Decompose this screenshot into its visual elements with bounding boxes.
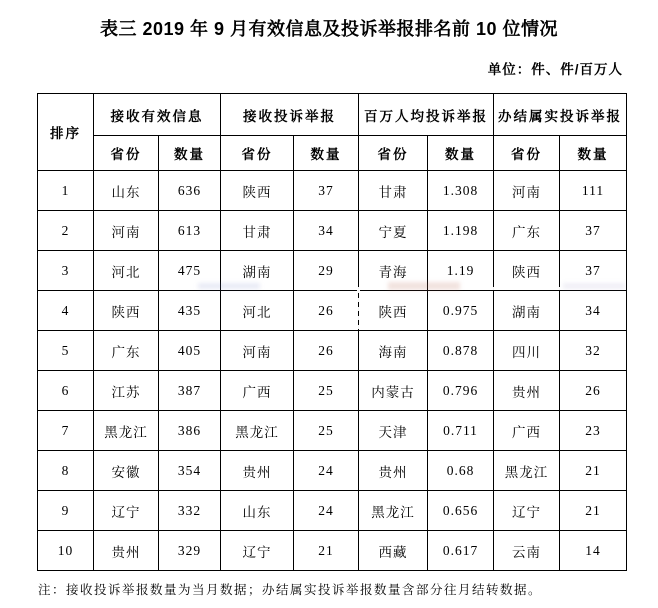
table-body (38, 171, 627, 571)
count-cell: 329 (159, 531, 221, 571)
province-cell: 黑龙江 (221, 411, 294, 451)
count-cell: 21 (560, 491, 627, 531)
province-cell: 天津 (359, 411, 428, 451)
province-cell: 湖南 (221, 251, 294, 291)
count-cell: 0.975 (428, 291, 494, 331)
province-cell: 河北 (221, 291, 294, 331)
header-group-per-million: 百万人均投诉举报 (359, 94, 494, 136)
count-cell: 0.68 (428, 451, 494, 491)
province-cell: 黑龙江 (359, 491, 428, 531)
table-row (38, 171, 627, 211)
header-group-row (38, 94, 627, 136)
province-cell: 云南 (494, 531, 560, 571)
count-cell: 21 (560, 451, 627, 491)
table-row (38, 251, 627, 291)
count-cell: 37 (560, 251, 627, 291)
count-cell: 475 (159, 251, 221, 291)
province-cell: 陕西 (94, 291, 159, 331)
province-cell: 甘肃 (359, 171, 428, 211)
header-sub-row (38, 136, 627, 171)
count-cell: 613 (159, 211, 221, 251)
count-cell: 354 (159, 451, 221, 491)
province-cell: 甘肃 (221, 211, 294, 251)
subheader-count: 数量 (428, 136, 494, 171)
province-cell: 河南 (221, 331, 294, 371)
subheader-province: 省份 (94, 136, 159, 171)
province-cell: 贵州 (221, 451, 294, 491)
count-cell: 0.656 (428, 491, 494, 531)
province-cell: 黑龙江 (94, 411, 159, 451)
province-cell: 河南 (494, 171, 560, 211)
table-row (38, 531, 627, 571)
province-cell: 贵州 (494, 371, 560, 411)
subheader-province: 省份 (221, 136, 294, 171)
rank-cell: 9 (38, 491, 94, 531)
province-cell: 广西 (494, 411, 560, 451)
rank-cell: 1 (38, 171, 94, 211)
province-cell: 陕西 (359, 291, 428, 331)
count-cell: 34 (294, 211, 359, 251)
count-cell: 386 (159, 411, 221, 451)
province-cell: 广东 (494, 211, 560, 251)
subheader-count: 数量 (159, 136, 221, 171)
province-cell: 河北 (94, 251, 159, 291)
count-cell: 0.796 (428, 371, 494, 411)
count-cell: 25 (294, 371, 359, 411)
count-cell: 37 (560, 211, 627, 251)
province-cell: 四川 (494, 331, 560, 371)
province-cell: 广西 (221, 371, 294, 411)
rank-cell: 4 (38, 291, 94, 331)
table-row (38, 411, 627, 451)
province-cell: 贵州 (94, 531, 159, 571)
province-cell: 江苏 (94, 371, 159, 411)
rank-cell: 5 (38, 331, 94, 371)
province-cell: 安徽 (94, 451, 159, 491)
province-cell: 河南 (94, 211, 159, 251)
table-row (38, 491, 627, 531)
header-group-valid-info: 接收有效信息 (94, 94, 221, 136)
rank-cell: 10 (38, 531, 94, 571)
footnote: 注：接收投诉举报数量为当月数据；办结属实投诉举报数量含部分往月结转数据。 (38, 583, 543, 597)
count-cell: 0.711 (428, 411, 494, 451)
subheader-province: 省份 (359, 136, 428, 171)
table-row (38, 451, 627, 491)
province-cell: 宁夏 (359, 211, 428, 251)
count-cell: 26 (294, 291, 359, 331)
province-cell: 陕西 (494, 251, 560, 291)
province-cell: 辽宁 (94, 491, 159, 531)
count-cell: 26 (294, 331, 359, 371)
count-cell: 34 (560, 291, 627, 331)
subheader-count: 数量 (294, 136, 359, 171)
count-cell: 0.878 (428, 331, 494, 371)
count-cell: 405 (159, 331, 221, 371)
table-row (38, 211, 627, 251)
count-cell: 29 (294, 251, 359, 291)
count-cell: 21 (294, 531, 359, 571)
header-rank: 排序 (38, 94, 94, 171)
count-cell: 332 (159, 491, 221, 531)
province-cell: 内蒙古 (359, 371, 428, 411)
count-cell: 0.617 (428, 531, 494, 571)
table-header (38, 94, 627, 171)
count-cell: 25 (294, 411, 359, 451)
province-cell: 山东 (221, 491, 294, 531)
count-cell: 111 (560, 171, 627, 211)
province-cell: 广东 (94, 331, 159, 371)
count-cell: 636 (159, 171, 221, 211)
table-row (38, 371, 627, 411)
rank-cell: 2 (38, 211, 94, 251)
count-cell: 14 (560, 531, 627, 571)
unit-label: 单位：件、件/百万人 (487, 62, 623, 77)
count-cell: 24 (294, 491, 359, 531)
subheader-count: 数量 (560, 136, 627, 171)
subheader-province: 省份 (494, 136, 560, 171)
count-cell: 23 (560, 411, 627, 451)
rank-cell: 8 (38, 451, 94, 491)
province-cell: 贵州 (359, 451, 428, 491)
header-group-complaints: 接收投诉举报 (221, 94, 359, 136)
table-row (38, 331, 627, 371)
province-cell: 辽宁 (221, 531, 294, 571)
count-cell: 37 (294, 171, 359, 211)
ranking-table (37, 93, 627, 571)
count-cell: 387 (159, 371, 221, 411)
count-cell: 435 (159, 291, 221, 331)
province-cell: 青海 (359, 251, 428, 291)
header-group-resolved: 办结属实投诉举报 (494, 94, 627, 136)
province-cell: 陕西 (221, 171, 294, 211)
count-cell: 1.198 (428, 211, 494, 251)
province-cell: 黑龙江 (494, 451, 560, 491)
province-cell: 山东 (94, 171, 159, 211)
rank-cell: 3 (38, 251, 94, 291)
province-cell: 湖南 (494, 291, 560, 331)
count-cell: 24 (294, 451, 359, 491)
table-row (38, 291, 627, 331)
province-cell: 辽宁 (494, 491, 560, 531)
page-title: 表三 2019 年 9 月有效信息及投诉举报排名前 10 位情况 (99, 19, 559, 39)
count-cell: 26 (560, 371, 627, 411)
count-cell: 1.19 (428, 251, 494, 291)
rank-cell: 7 (38, 411, 94, 451)
province-cell: 西藏 (359, 531, 428, 571)
count-cell: 32 (560, 331, 627, 371)
count-cell: 1.308 (428, 171, 494, 211)
province-cell: 海南 (359, 331, 428, 371)
rank-cell: 6 (38, 371, 94, 411)
